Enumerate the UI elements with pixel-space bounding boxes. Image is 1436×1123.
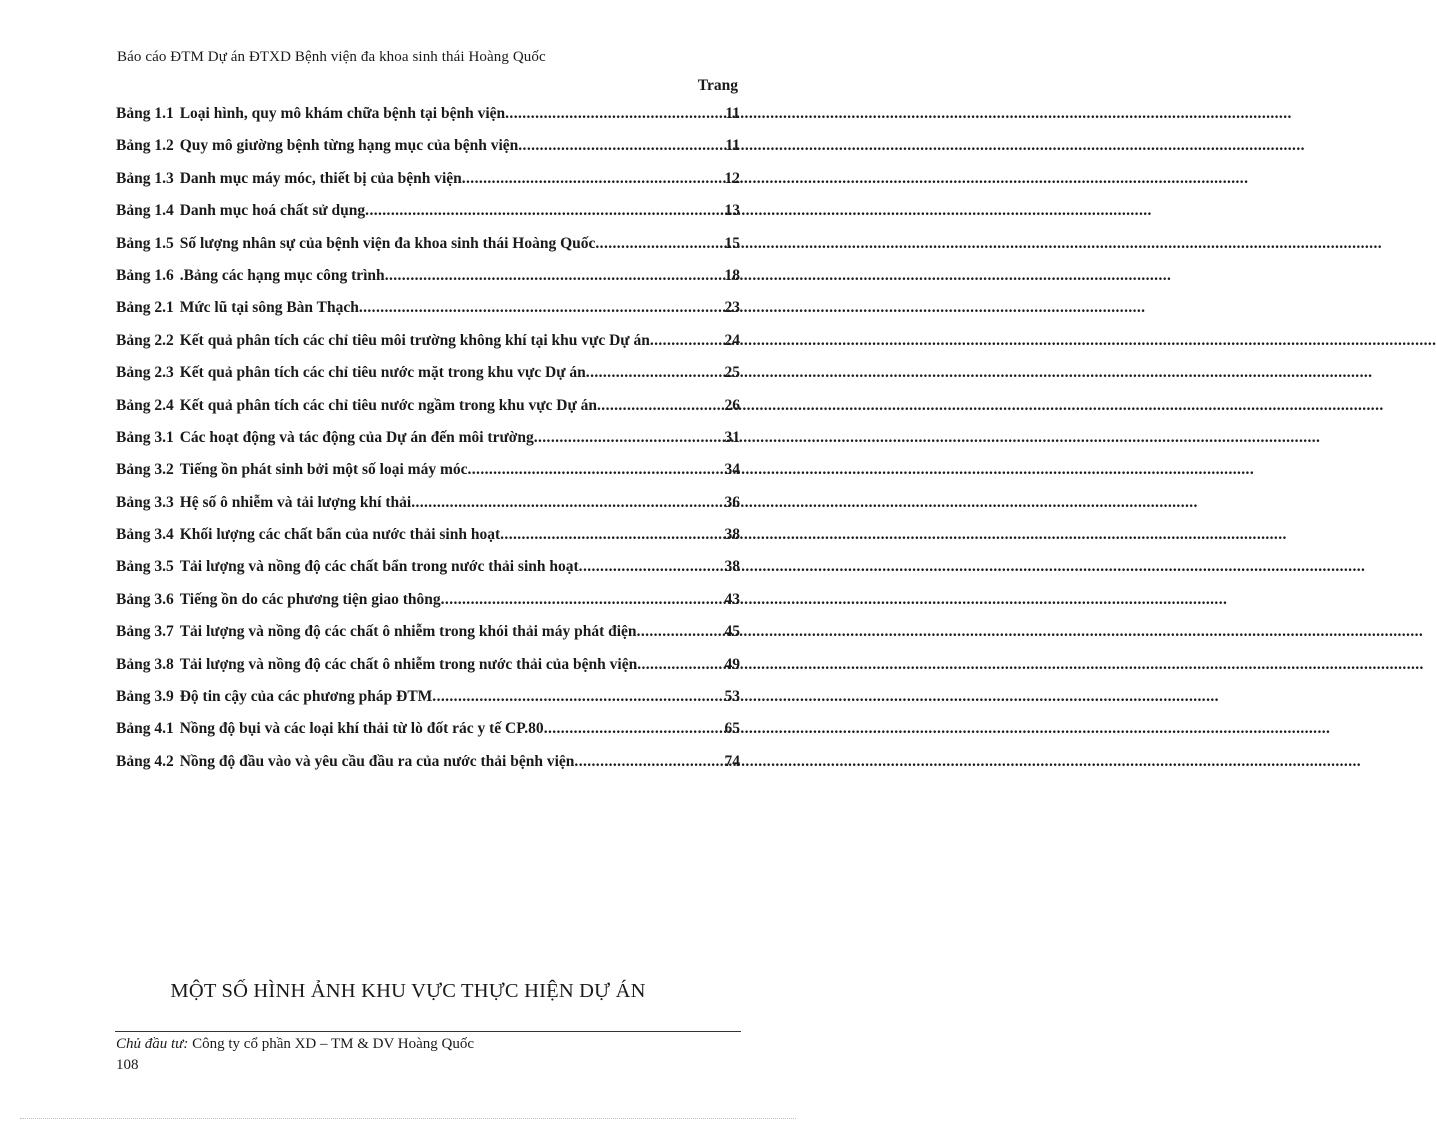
toc-entry-title: .Bảng các hạng mục công trình xyxy=(179,266,385,284)
toc-entry-title: Danh mục máy móc, thiết bị của bệnh viện xyxy=(179,169,462,187)
toc-entry-label: Bảng 2.1 xyxy=(116,299,174,317)
footer-owner-label: Chủ đầu tư: xyxy=(116,1036,189,1052)
toc-entry-title: Khối lượng các chất bẩn của nước thải sinh hoạt xyxy=(179,526,501,544)
section-heading: MỘT SỐ HÌNH ẢNH KHU VỰC THỰC HIỆN DỰ ÁN xyxy=(170,980,646,1002)
toc-entry-title: Mức lũ tại sông Bàn Thạch xyxy=(179,299,359,317)
toc-entry xyxy=(116,267,740,299)
toc-entry-label: Bảng 1.1 xyxy=(116,105,174,122)
toc-entry-title: Các hoạt động và tác động của Dự án đến môi trường xyxy=(179,428,534,446)
toc-entry-title: Kết quả phân tích các chỉ tiêu môi trường không khí tại khu vực Dự án xyxy=(179,331,650,349)
toc-entry-label: Bảng 3.4 xyxy=(116,526,174,544)
toc-entry xyxy=(116,461,740,493)
toc-entry-page: 45 xyxy=(724,623,740,641)
toc-leader-dots xyxy=(650,332,725,350)
toc-entry xyxy=(116,494,740,526)
toc-leader-dots xyxy=(544,720,725,738)
toc-entry xyxy=(116,558,740,590)
toc-leader-dots xyxy=(359,299,725,317)
footer-divider xyxy=(115,1031,741,1032)
toc-entry xyxy=(116,397,740,429)
toc-leader-dots xyxy=(432,688,724,706)
toc-entry-label: Bảng 3.6 xyxy=(116,590,174,608)
toc-entry xyxy=(116,299,740,331)
toc-entry-page: 38 xyxy=(724,526,740,544)
toc-entry xyxy=(116,235,740,267)
toc-leader-dots xyxy=(586,364,725,382)
toc-entry-page: 15 xyxy=(724,234,740,252)
toc-leader-dots xyxy=(534,429,725,447)
toc-entry-page: 74 xyxy=(724,752,740,770)
toc-leader-dots xyxy=(518,137,725,155)
toc-entry-page: 31 xyxy=(724,428,740,446)
toc-entry-title: Số lượng nhân sự của bệnh viện đa khoa sinh thái Hoàng Quốc xyxy=(179,234,596,252)
toc-entry-label: Bảng 3.5 xyxy=(116,558,174,576)
toc-entry-page: 49 xyxy=(724,655,740,673)
toc-entry xyxy=(116,105,740,137)
footer-owner xyxy=(116,1036,474,1053)
page-bottom-border xyxy=(20,1118,796,1119)
toc-entry xyxy=(116,753,740,785)
toc-entry-title: Tải lượng và nồng độ các chất ô nhiễm trong nước thải của bệnh viện xyxy=(179,655,638,673)
toc-entry-label: Bảng 4.1 xyxy=(116,720,174,738)
toc-entry-title: Quy mô giường bệnh từng hạng mục của bệnh viện xyxy=(179,137,519,155)
footer-owner-name: Công ty cổ phần XD – TM & DV Hoàng Quốc xyxy=(188,1036,475,1052)
toc-entry-label: Bảng 3.7 xyxy=(116,623,174,641)
toc-entry-page: 43 xyxy=(724,590,740,608)
toc-entry-page: 38 xyxy=(724,558,740,576)
toc-leader-dots xyxy=(441,591,725,609)
toc-leader-dots xyxy=(462,170,725,188)
toc-leader-dots xyxy=(579,558,725,576)
toc-entry-page: 11 xyxy=(725,137,740,155)
toc-entry xyxy=(116,170,740,202)
toc-entry-page: 11 xyxy=(725,105,740,122)
toc-entry-label: Bảng 3.8 xyxy=(116,655,174,673)
toc-entry-title: Nồng độ bụi và các loại khí thải từ lò đốt rác y tế CP.80 xyxy=(179,720,544,738)
toc-entry-page: 12 xyxy=(724,169,740,187)
toc-leader-dots xyxy=(637,656,724,674)
toc-entry-page: 24 xyxy=(724,331,740,349)
toc-entry-page: 34 xyxy=(724,461,740,479)
toc-entry-title: Độ tin cậy của các phương pháp ĐTM xyxy=(179,688,433,706)
toc-entry-title: Tải lượng và nồng độ các chất bẩn trong nước thải sinh hoạt xyxy=(179,558,579,576)
toc-entry-label: Bảng 3.9 xyxy=(116,688,174,706)
toc-leader-dots xyxy=(385,267,725,285)
toc-entry-label: Bảng 4.2 xyxy=(116,752,174,770)
toc-entry-page: 65 xyxy=(724,720,740,738)
toc-entry-page: 53 xyxy=(724,688,740,706)
toc-entry xyxy=(116,656,740,688)
toc-entry-label: Bảng 2.2 xyxy=(116,331,174,349)
toc-entry-page: 25 xyxy=(724,364,740,382)
toc-entry xyxy=(116,202,740,234)
toc-entry-label: Bảng 3.3 xyxy=(116,493,174,511)
toc-leader-dots xyxy=(574,753,724,771)
toc-leader-dots xyxy=(595,235,724,253)
toc-entry xyxy=(116,332,740,364)
toc-entry-title: Tiếng ồn phát sinh bởi một số loại máy móc xyxy=(179,461,468,479)
toc-entry-title: Nồng độ đầu vào và yêu cầu đầu ra của nước thải bệnh viện xyxy=(179,752,575,770)
toc-leader-dots xyxy=(637,623,725,641)
toc-entry xyxy=(116,429,740,461)
toc-entry xyxy=(116,623,740,655)
toc-entry-label: Bảng 1.3 xyxy=(116,169,174,187)
toc-entry-page: 26 xyxy=(724,396,740,414)
toc-entry-label: Bảng 2.3 xyxy=(116,364,174,382)
toc-leader-dots xyxy=(365,202,724,220)
toc-entry-title: Tiếng ồn do các phương tiện giao thông xyxy=(179,590,441,608)
page-number: 108 xyxy=(116,1057,139,1073)
toc-entry-page: 18 xyxy=(724,266,740,284)
toc-entry-label: Bảng 2.4 xyxy=(116,396,174,414)
toc-entry-label: Bảng 3.1 xyxy=(116,428,174,446)
toc-entry-title: Hệ số ô nhiễm và tải lượng khí thải xyxy=(179,493,412,511)
toc-entry-label: Bảng 1.2 xyxy=(116,137,174,155)
toc-leader-dots xyxy=(468,461,725,479)
toc-entry-title: Kết quả phân tích các chỉ tiêu nước ngầm trong khu vực Dự án xyxy=(179,396,598,414)
toc-entry-page: 13 xyxy=(724,202,740,220)
toc-entry xyxy=(116,591,740,623)
toc-entry xyxy=(116,137,740,169)
toc-entry-title: Loại hình, quy mô khám chữa bệnh tại bệnh viện xyxy=(179,105,506,122)
table-of-contents xyxy=(116,105,740,785)
toc-leader-dots xyxy=(597,397,724,415)
toc-entry-title: Kết quả phân tích các chỉ tiêu nước mặt trong khu vực Dự án xyxy=(179,364,586,382)
toc-entry-title: Tải lượng và nồng độ các chất ô nhiễm trong khói thải máy phát điện xyxy=(179,623,637,641)
toc-entry-label: Bảng 3.2 xyxy=(116,461,174,479)
toc-leader-dots xyxy=(500,526,724,544)
toc-entry xyxy=(116,720,740,752)
page-column-header: Trang xyxy=(697,77,738,94)
toc-leader-dots xyxy=(411,494,724,512)
toc-entry-label: Bảng 1.5 xyxy=(116,234,174,252)
toc-entry-label: Bảng 1.6 xyxy=(116,266,174,284)
toc-entry xyxy=(116,526,740,558)
toc-entry-page: 23 xyxy=(724,299,740,317)
toc-entry-title: Danh mục hoá chất sử dụng xyxy=(179,202,366,220)
toc-entry xyxy=(116,688,740,720)
toc-entry-label: Bảng 1.4 xyxy=(116,202,174,220)
toc-entry xyxy=(116,364,740,396)
toc-leader-dots xyxy=(505,105,725,123)
toc-entry-page: 36 xyxy=(724,493,740,511)
running-header: Báo cáo ĐTM Dự án ĐTXD Bệnh viện đa khoa sinh thái Hoàng Quốc xyxy=(117,49,546,65)
